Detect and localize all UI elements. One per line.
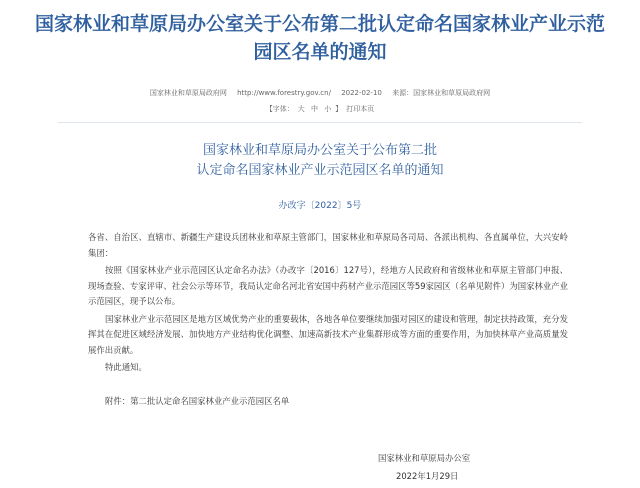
source-label: 来源：国家林业和草原局政府网 <box>392 89 491 97</box>
font-size-prefix: 【字体： <box>265 105 294 113</box>
article-meta <box>0 88 640 98</box>
print-link[interactable]: 打印本页 <box>346 105 375 113</box>
signature-date: 2022年1月29日 <box>396 471 459 481</box>
article-title <box>0 141 640 181</box>
body-paragraph-2: 国家林业产业示范园区是地方区域优势产业的重要载体，各地各单位要继续加强对园区的建设和管理，制定扶持政策，充分发挥其在促进区域经济发展、加快地方产业结构优化调整、加速高新技术产业集群形成等方面的重要作用，为加快林草产业高质量发展作出贡献。 <box>88 313 568 355</box>
document-number: 办改字〔2022〕5号 <box>278 201 362 211</box>
publish-date: 2022-02-10 <box>341 89 382 97</box>
font-size-small-link[interactable]: 小 <box>324 105 332 113</box>
font-size-medium-link[interactable]: 中 <box>311 105 318 113</box>
header-divider <box>58 122 582 123</box>
font-size-controls <box>0 104 640 114</box>
source-url[interactable]: http://www.forestry.gov.cn/ <box>237 89 331 97</box>
signature-organization: 国家林业和草原局办公室 <box>378 453 471 463</box>
article-title-line2: 认定命名国家林业产业示范园区名单的通知 <box>196 163 444 178</box>
font-size-suffix: 】 <box>335 105 343 113</box>
recipients-paragraph: 各省、自治区、直辖市、新疆生产建设兵团林业和草原主管部门，国家林业和草原局各司局、各派出机构、各直属单位，大兴安岭集团： <box>88 232 568 258</box>
article-body <box>88 230 568 411</box>
article-title-line1: 国家林业和草原局办公室关于公布第二批 <box>202 143 437 158</box>
body-paragraph-1: 按照《国家林业产业示范园区认定命名办法》（办改字〔2016〕127号），经地方人民政府和省级林业和草原主管部门申报、现场查验、专家评审、社会公示等环节，我局认定命名河北省安国中药材产业示范园区等59家园区（名单见附件）为国家林业产业示范园区，现予以公布。 <box>88 265 568 306</box>
source-site: 国家林业和草原局政府网 <box>149 89 227 97</box>
closing-paragraph: 特此通知。 <box>105 362 147 372</box>
page-title: 国家林业和草原局办公室关于公布第二批认定命名国家林业产业示范园区名单的通知 <box>34 13 605 63</box>
attachment-link[interactable]: 附件：第二批认定命名国家林业产业示范园区名单 <box>105 395 290 406</box>
font-size-large-link[interactable]: 大 <box>297 105 305 113</box>
